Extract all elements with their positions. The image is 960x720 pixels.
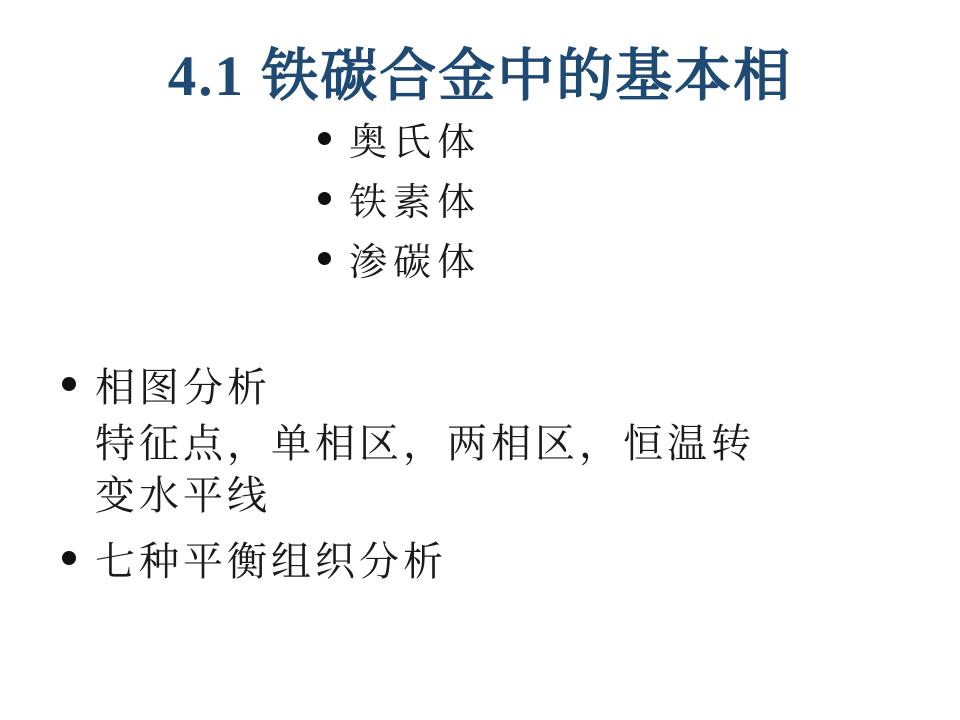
- detail-line: 变水平线: [95, 473, 271, 518]
- detail-line: 特征点，单相区，两相区，恒温转: [95, 421, 755, 466]
- list-item-label: 七种平衡组织分析: [95, 538, 447, 584]
- analysis-list: [62, 358, 822, 584]
- list-item: [318, 228, 481, 288]
- phase-list: [318, 108, 481, 288]
- list-item-label: 渗碳体: [349, 241, 482, 284]
- bullet-icon: [62, 551, 76, 565]
- bullet-icon: [318, 132, 331, 145]
- list-item-label: 奥氏体: [349, 121, 482, 164]
- bullet-icon: [62, 377, 76, 391]
- list-item-label: 铁素体: [349, 181, 482, 224]
- list-item: [62, 358, 822, 410]
- bullet-icon: [318, 192, 331, 205]
- list-item: [62, 532, 822, 584]
- list-item-label: 相图分析: [95, 364, 271, 410]
- list-item: [318, 108, 481, 168]
- bullet-icon: [318, 252, 331, 265]
- list-item: [318, 168, 481, 228]
- list-item-detail: [95, 418, 822, 522]
- page-title: 4.1 铁碳合金中的基本相: [167, 45, 793, 108]
